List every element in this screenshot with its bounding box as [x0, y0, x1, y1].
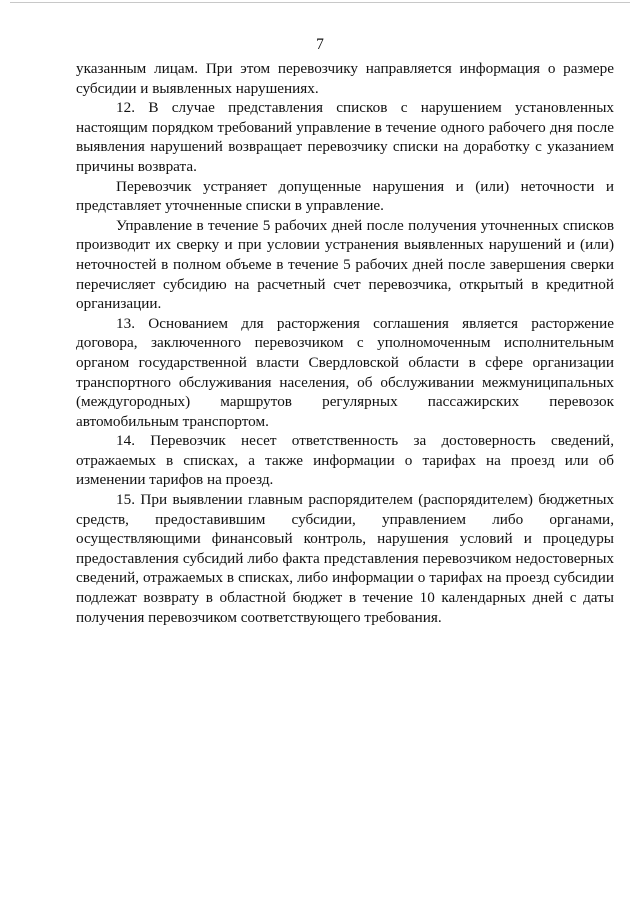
- paragraph-continuation: указанным лицам. При этом перевозчику направляется информация о размере субсидии и выявленных нарушениях.: [76, 60, 614, 97]
- paragraph-item-13: 13. Основанием для расторжения соглашения является расторжение договора, заключенного перевозчиком с уполномоченным исполнительным органом государственной власти Свердловской области в сфере организации транспортного обслуживания населения, об обслуживании межмуниципальных (междугородных) маршрутов регулярных пассажирских перевозок автомобильным транспортом.: [76, 314, 614, 430]
- document-body: [76, 59, 614, 627]
- paragraph-item-15: 15. При выявлении главным распорядителем (распорядителем) бюджетных средств, предоставившим субсидии, управлением либо органами, осуществляющими финансовый контроль, нарушения условий и процедуры предоставления субсидий либо факта представления перевозчиком недостоверных сведений, отражаемых в списках, либо информации о тарифах на проезд субсидии подлежат возврату в областной бюджет в течение 10 календарных дней с даты получения перевозчиком соответствующего требования.: [76, 491, 614, 626]
- top-edge-line: [10, 2, 630, 3]
- page-number: 7: [316, 36, 324, 53]
- paragraph-verification-payment: Управление в течение 5 рабочих дней после получения уточненных списков производит их сверку и при условии устранения выявленных нарушений и (или) неточностей в полном объеме в течение 5 рабочих дней после завершения сверки перечисляет субсидию на расчетный счет перевозчика, открытый в кредитной организации.: [76, 216, 614, 313]
- paragraph-item-14: 14. Перевозчик несет ответственность за достоверность сведений, отражаемых в списках, а также информации о тарифах на проезд или об изменении тарифов на проезд.: [76, 432, 614, 489]
- paragraph-carrier-corrections: Перевозчик устраняет допущенные нарушения и (или) неточности и представляет уточненные списки в управление.: [76, 177, 614, 215]
- paragraph-item-12: 12. В случае представления списков с нарушением установленных настоящим порядком требований управление в течение одного рабочего дня после выявления нарушений возвращает перевозчику списки на доработку с указанием причины возврата.: [76, 99, 614, 175]
